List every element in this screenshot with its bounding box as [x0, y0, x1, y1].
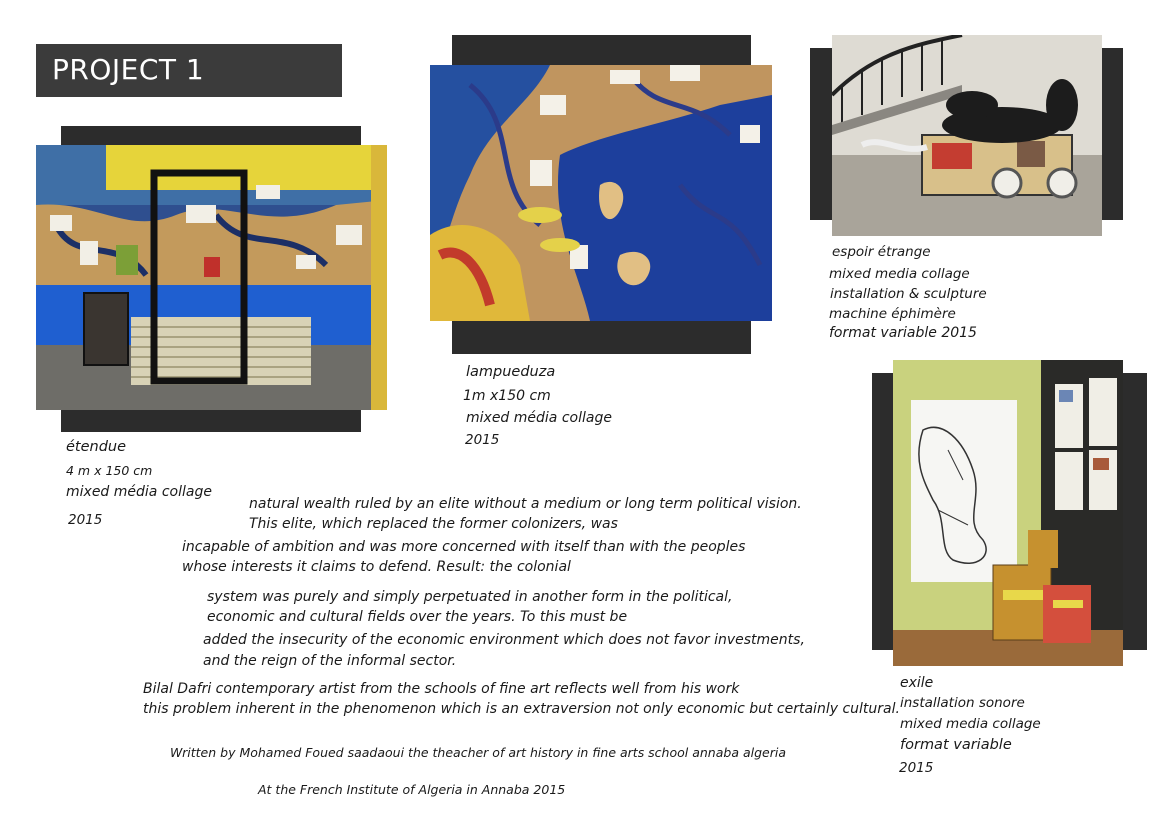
essay-line-8: and the reign of the informal sector.	[203, 653, 457, 669]
lampueduza-size: 1m x150 cm	[463, 388, 551, 404]
essay-line-6: economic and cultural fields over the years. To this must be	[207, 609, 628, 625]
exile-title: exile	[900, 675, 934, 691]
essay-line-4: whose interests it claims to defend. Result: the colonial	[182, 559, 571, 575]
essay-line-5: system was purely and simply perpetuated in another form in the political,	[207, 589, 733, 605]
essay-credit: Written by Mohamed Foued saadaoui the theacher of art history in fine arts school annaba algeria	[170, 745, 786, 760]
page-title: PROJECT 1	[52, 53, 205, 86]
exile-medium: mixed media collage	[900, 716, 1041, 732]
etendue-medium: mixed média collage	[66, 484, 212, 500]
espoir-type: installation & sculpture	[830, 286, 987, 302]
exile-type: installation sonore	[900, 695, 1025, 711]
essay-line-3: incapable of ambition and was more concerned with itself than with the peoples	[182, 539, 746, 555]
essay-line-2: This elite, which replaced the former colonizers, was	[249, 516, 618, 532]
exile-year: 2015	[899, 760, 934, 776]
lampueduza-medium: mixed média collage	[466, 410, 612, 426]
exile-photo	[893, 360, 1123, 666]
essay-line-1: natural wealth ruled by an elite without a medium or long term political vision.	[249, 496, 802, 512]
etendue-photo	[36, 145, 387, 410]
etendue-title: étendue	[66, 439, 127, 455]
etendue-size: 4 m x 150 cm	[66, 463, 153, 478]
lampueduza-photo	[430, 65, 772, 321]
lampueduza-title: lampueduza	[466, 364, 556, 380]
etendue-year: 2015	[68, 512, 103, 528]
espoir-photo	[832, 35, 1102, 236]
essay-line-7: added the insecurity of the economic environment which does not favor investments,	[203, 632, 805, 648]
exile-format: format variable	[900, 737, 1012, 753]
espoir-medium: mixed media collage	[829, 266, 970, 282]
essay-line-10: this problem inherent in the phenomenon which is an extraversion not only economic but certainly cultural.	[143, 701, 900, 717]
espoir-note: machine éphimère	[829, 306, 956, 322]
espoir-format: format variable 2015	[829, 325, 977, 341]
espoir-title: espoir étrange	[832, 244, 931, 260]
lampueduza-year: 2015	[465, 432, 500, 448]
essay-venue: At the French Institute of Algeria in Annaba 2015	[258, 782, 566, 797]
essay-line-9: Bilal Dafri contemporary artist from the schools of fine art reflects well from his work	[143, 681, 740, 697]
